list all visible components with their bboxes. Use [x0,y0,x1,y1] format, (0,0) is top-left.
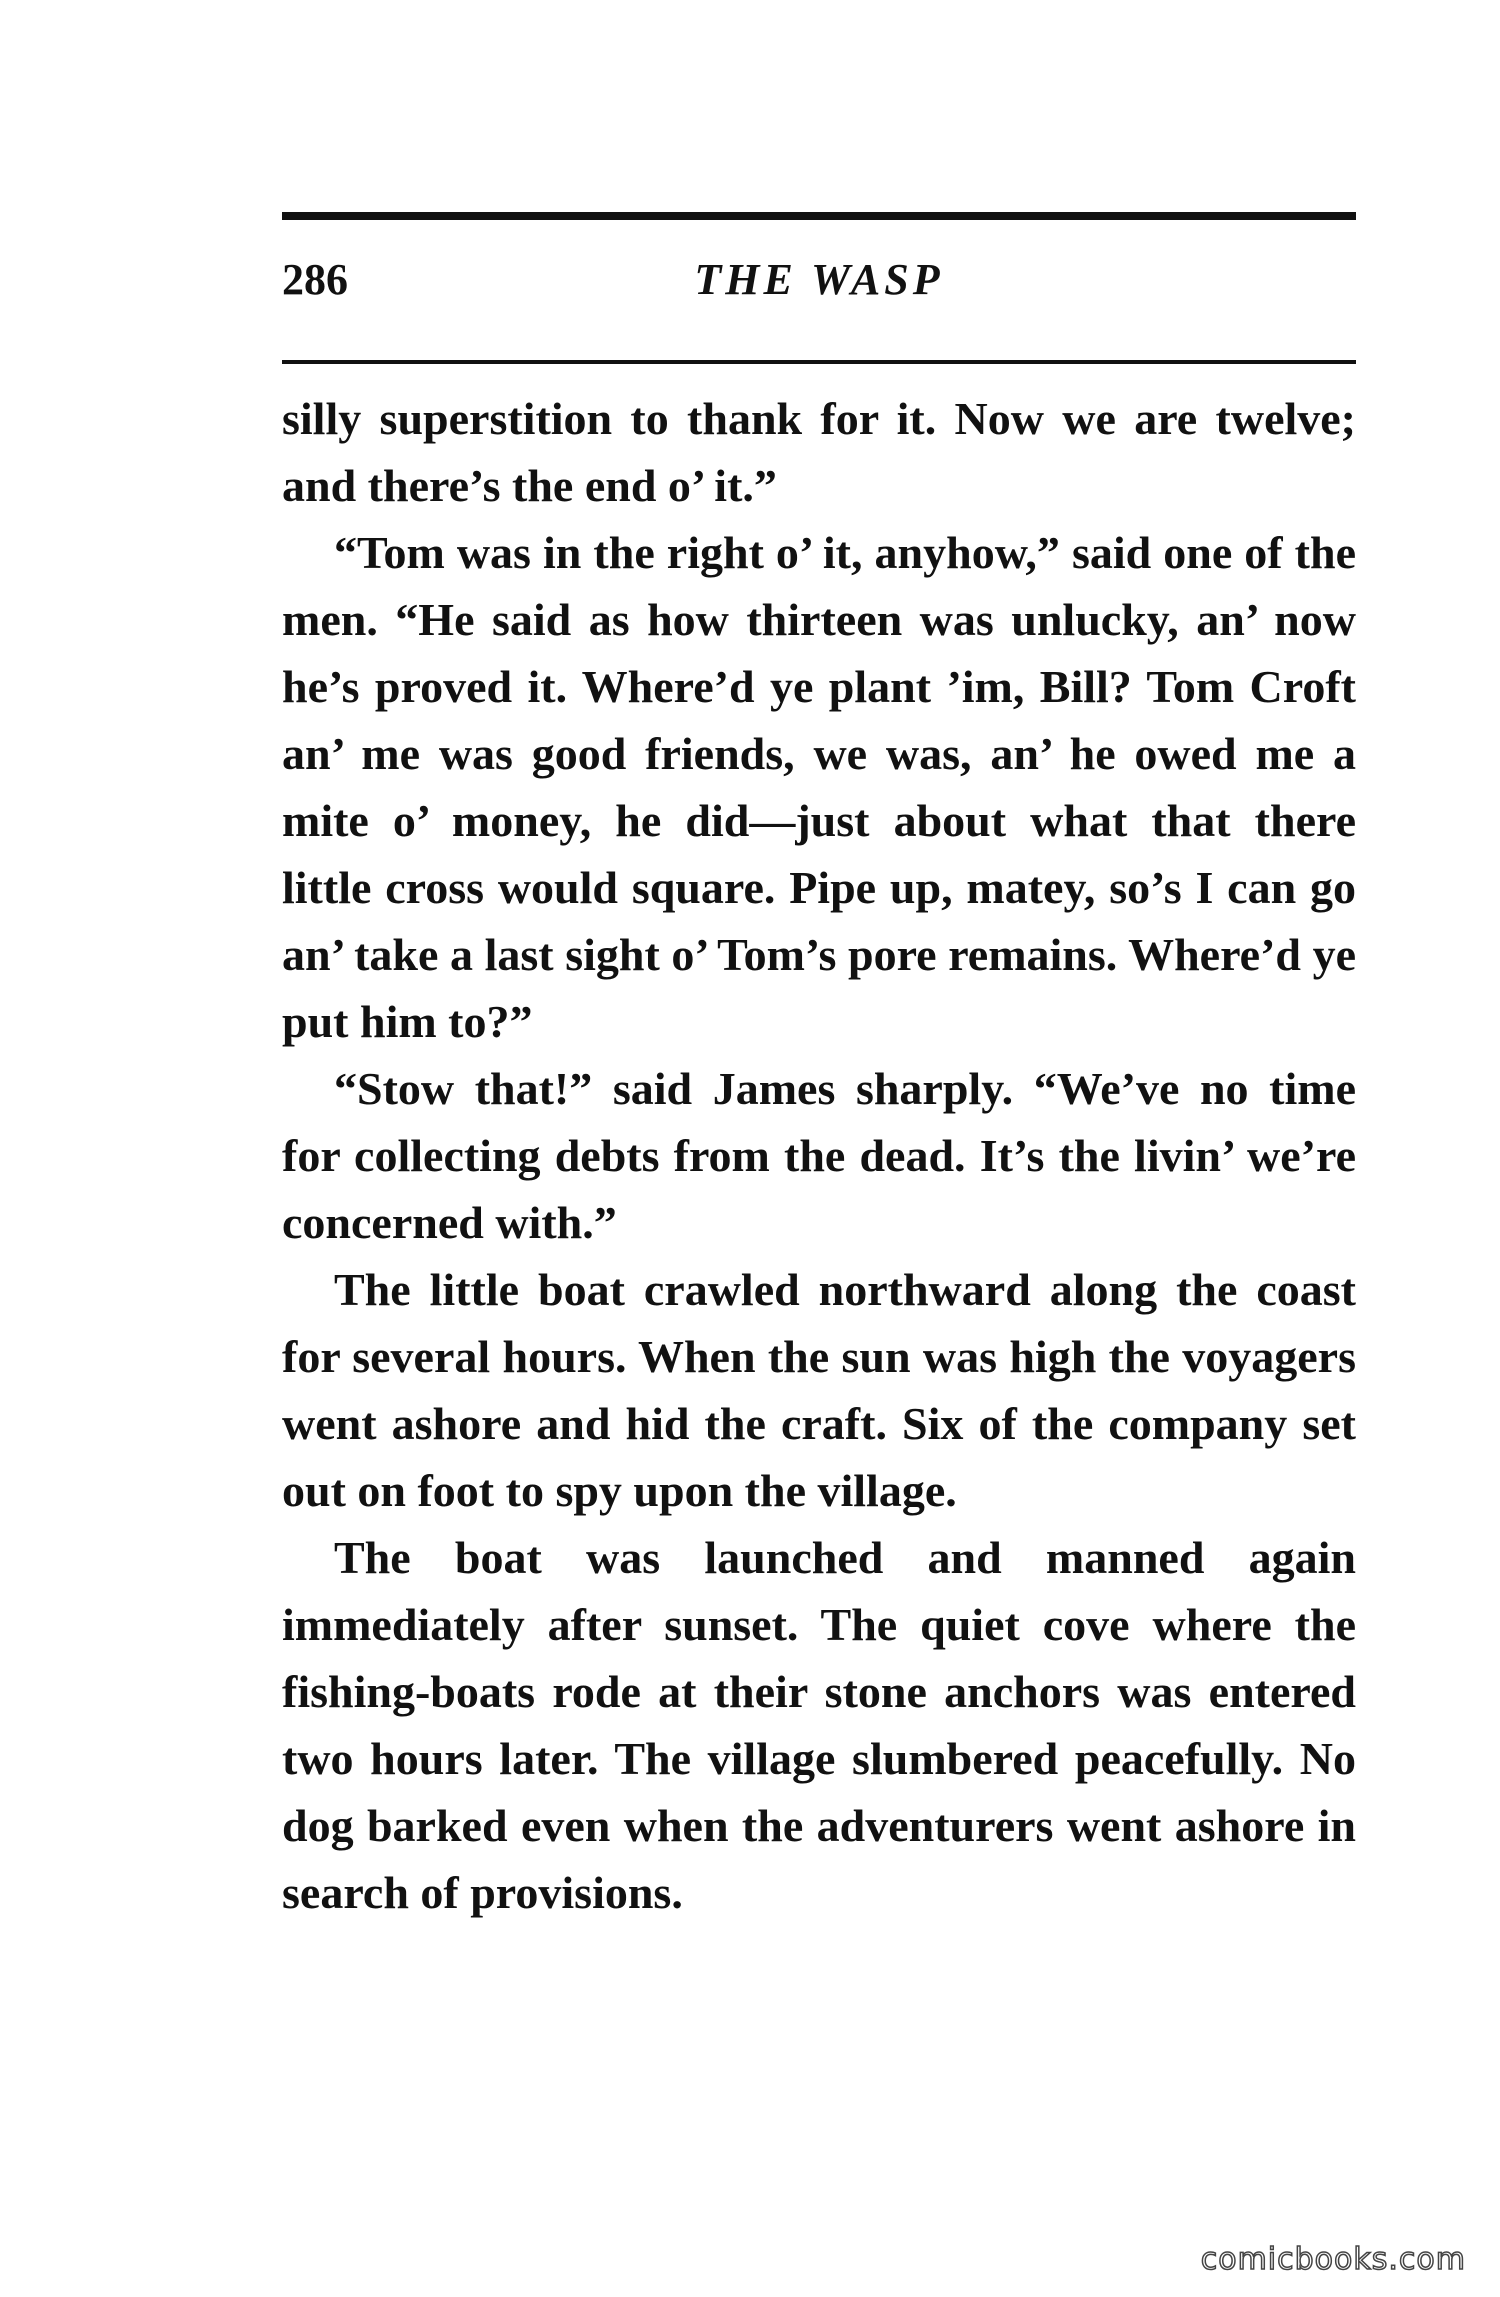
running-head: THE WASP [694,255,944,304]
body-text [282,385,1356,1926]
header-top-rule [282,212,1356,220]
paragraph: silly superstition to thank for it. Now we are twelve; and there’s the end o’ it.” [282,393,1356,511]
paragraph: The boat was launched and manned again immediately after sunset. The quiet cove where the fishing-boats rode at their stone anchors was entered two hours later. The village slumbered peacefully. No dog barked even when the adventurers went ashore in search of provisions. [282,1532,1356,1918]
paragraph: The little boat crawled northward along the coast for several hours. When the sun was high the voyagers went ashore and hid the craft. Six of the company set out on foot to spy upon the village. [282,1264,1356,1516]
watermark: comicbooks.com [1200,2242,1466,2277]
header-bottom-rule [282,360,1356,364]
paragraph: “Stow that!” said James sharply. “We’ve no time for collecting debts from the dead. It’s the livin’ we’re concerned with.” [282,1063,1356,1248]
paragraph: “Tom was in the right o’ it, anyhow,” said one of the men. “He said as how thirteen was unlucky, an’ now he’s proved it. Where’d ye plant ’im, Bill? Tom Croft an’ me was good friends, we was, an’ he owed me a mite o’ money, he did—just about what that there little cross would square. Pipe up, matey, so’s I can go an’ take a last sight o’ Tom’s pore remains. Where’d ye put him to?” [282,527,1356,1047]
page-number: 286 [282,255,348,304]
page-header [282,240,1356,320]
